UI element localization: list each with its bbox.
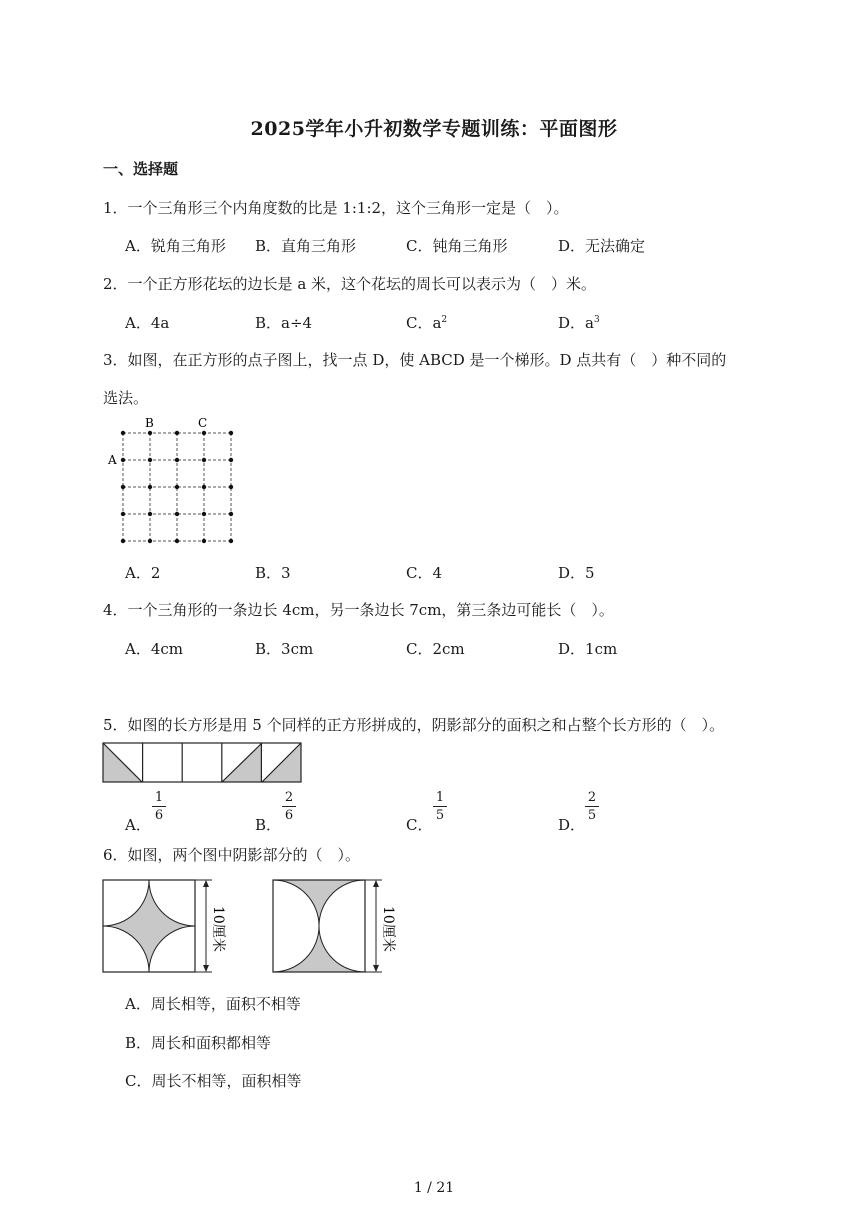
fraction-numerator: 2 (284, 790, 294, 805)
question-3-text-line1: 3．如图，在正方形的点子图上，找一点 D，使 ABCD 是一个梯形。D 点共有（ ）种不同的 (103, 351, 727, 369)
q5-option-c[interactable]: C． (406, 816, 433, 834)
grid-dot (121, 485, 125, 489)
grid-dot (121, 458, 125, 462)
grid-dot (202, 431, 206, 435)
fraction-numerator: 2 (587, 790, 597, 805)
q3-option-a[interactable]: A．2 (125, 564, 161, 582)
grid-dot (175, 539, 179, 543)
grid-dot (148, 512, 152, 516)
question-5-text: 5．如图的长方形是用 5 个同样的正方形拼成的，阴影部分的面积之和占整个长方形的（ ）。 (103, 716, 725, 734)
q2-option-c-label: C．a (406, 314, 442, 332)
grid-dot (229, 539, 233, 543)
grid-dot (121, 512, 125, 516)
q4-option-c[interactable]: C．2cm (406, 640, 465, 658)
grid-dot (121, 431, 125, 435)
arrow-up-icon (373, 880, 379, 887)
q2-option-b[interactable]: B．a÷4 (255, 314, 313, 332)
arrow-up-icon (203, 880, 209, 887)
section-heading: 一、选择题 (103, 160, 179, 178)
arrow-down-icon (203, 965, 209, 972)
q5-option-b[interactable]: B． (255, 816, 282, 834)
q3-option-c[interactable]: C．4 (406, 564, 443, 582)
five-squares-figure (102, 742, 304, 784)
q2-option-c-exponent: 2 (441, 315, 448, 325)
question-1-text: 1．一个三角形三个内角度数的比是 1:1:2，这个三角形一定是（ ）。 (103, 199, 569, 217)
q5-option-a[interactable]: A． (125, 816, 151, 834)
q5-fraction-b (282, 790, 296, 823)
dimension-label-2: 10厘米 (380, 906, 396, 952)
grid-dot (229, 485, 233, 489)
grid-dot (175, 431, 179, 435)
page-title: 2025学年小升初数学专题训练：平面图形 (250, 118, 618, 140)
fraction-denominator: 6 (284, 808, 294, 823)
grid-dot (148, 458, 152, 462)
q4-option-b[interactable]: B．3cm (255, 640, 314, 658)
q1-option-a[interactable]: A．锐角三角形 (125, 237, 226, 255)
q1-option-b[interactable]: B．直角三角形 (255, 237, 357, 255)
dimension-label-1: 10厘米 (210, 906, 226, 952)
grid-dot (121, 539, 125, 543)
grid-dot (229, 431, 233, 435)
q5-option-d[interactable]: D． (558, 816, 586, 834)
q6-option-a[interactable]: A．周长相等，面积不相等 (125, 995, 301, 1013)
question-2-text: 2．一个正方形花坛的边长是 a 米，这个花坛的周长可以表示为（ ）米。 (103, 275, 597, 293)
q2-option-d-exponent: 3 (593, 315, 600, 325)
q5-fraction-d (585, 790, 599, 823)
figure-half-circles-square (270, 876, 410, 976)
question-6-text: 6．如图，两个图中阴影部分的（ ）。 (103, 846, 361, 864)
q4-option-a[interactable]: A．4cm (125, 640, 184, 658)
dot-grid-dots (121, 431, 233, 543)
grid-dot (148, 431, 152, 435)
q6-option-c[interactable]: C．周长不相等，面积相等 (125, 1072, 302, 1090)
q2-option-d[interactable] (558, 312, 600, 333)
q2-option-a[interactable]: A．4a (125, 314, 170, 332)
grid-dot (229, 458, 233, 462)
grid-dot (202, 458, 206, 462)
point-c-label: C (198, 416, 208, 430)
shaded-star-shape (103, 880, 195, 972)
grid-dot (148, 485, 152, 489)
q5-fraction-c (433, 790, 447, 823)
figure-star-square (100, 876, 240, 976)
grid-dot (202, 485, 206, 489)
q2-option-c[interactable] (406, 312, 447, 333)
fraction-numerator: 1 (435, 790, 445, 805)
fraction-denominator: 5 (587, 808, 597, 823)
q3-option-b[interactable]: B．3 (255, 564, 291, 582)
q3-option-d[interactable]: D．5 (558, 564, 595, 582)
q2-option-d-label: D．a (558, 314, 594, 332)
fraction-denominator: 6 (154, 808, 164, 823)
question-4-text: 4．一个三角形的一条边长 4cm，另一条边长 7cm，第三条边可能长（ ）。 (103, 601, 614, 619)
q4-option-d[interactable]: D．1cm (558, 640, 618, 658)
q1-option-c[interactable]: C．钝角三角形 (406, 237, 508, 255)
grid-dot (229, 512, 233, 516)
fraction-denominator: 5 (435, 808, 445, 823)
grid-dot (175, 512, 179, 516)
fraction-numerator: 1 (154, 790, 164, 805)
grid-dot (175, 485, 179, 489)
grid-dot (202, 512, 206, 516)
grid-dot (148, 539, 152, 543)
grid-dot (175, 458, 179, 462)
q5-fraction-a (152, 790, 166, 823)
point-a-label: A (108, 453, 117, 467)
q6-option-b[interactable]: B．周长和面积都相等 (125, 1034, 272, 1052)
page-number: 1 / 21 (413, 1180, 455, 1196)
point-b-label: B (145, 416, 154, 430)
q1-option-d[interactable]: D．无法确定 (558, 237, 646, 255)
dot-grid-figure (100, 412, 250, 552)
arrow-down-icon (373, 965, 379, 972)
grid-dot (202, 539, 206, 543)
question-3-text-line2: 选法。 (103, 389, 149, 407)
